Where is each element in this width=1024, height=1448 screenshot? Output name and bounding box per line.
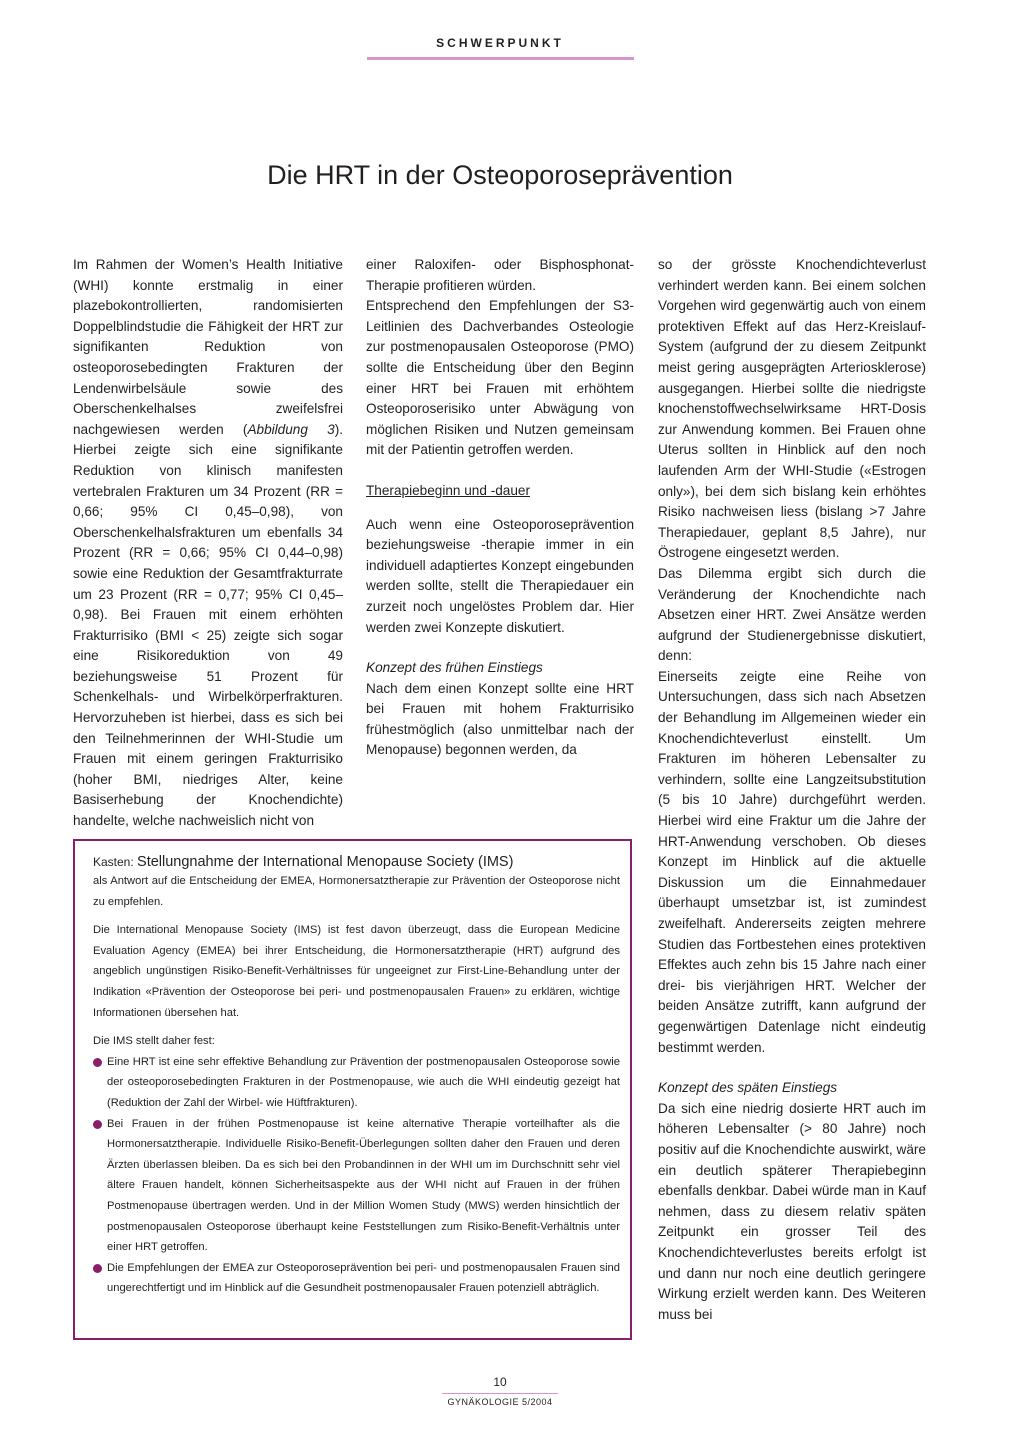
list-item-text: Eine HRT ist eine sehr effektive Behandlung zur Prävention der postmenopausalen Osteoporose sowie der osteoporosebedingten Frakturen in der Postmenopause, wie auch die WHI eindeutig gezeigt hat (Reduktion der Zahl der Wirbel- wie Hüftfrakturen). xyxy=(107,1055,620,1109)
journal-name: GYNÄKOLOGIE 5/2004 xyxy=(447,1397,553,1407)
paragraph: Einerseits zeigte eine Reihe von Untersuchungen, dass sich nach Absetzen der Behandlung im Allgemeinen wieder ein Knochendichteverlust einstellt. Um Frakturen im höheren Lebensalter zu verhindern, sollte eine Langzeitsubstitution (5 bis 10 Jahre) durchgeführt werden. Hierbei wird eine Fraktur um die Jahre der HRT-Anwendung verschoben. Ob dieses Konzept im Hinblick auf die aktuelle Diskussion um die Einnahmedauer überhaupt umsetzbar ist, ist zumindest zweifelhaft. Andererseits zeigten mehrere Studien das Fortbestehen eines protektiven Effektes auch zehn bis 15 Jahre nach einer drei- bis vierjährigen HRT. Welcher der beiden Ansätze zutrifft, kann aufgrund der gegenwärtigen Datenlage nicht eindeutig bestimmt werden. xyxy=(658,668,926,1055)
paragraph: so der grösste Knochendichteverlust verhindert werden kann. Bei einem solchen Vorgehen wird gegenwärtig auch von einem protektiven Effekt auf das Herz-Kreislauf-System (aufgrund der zu diesem Zeitpunkt meist gering ausgeprägten Arteriosklerose) ausgegangen. Hierbei sollte die niedrigste knochenstoffwechselwirksame HRT-Dosis zur Anwendung kommen. Bei Frauen ohne Uterus sollten in Hinblick auf den noch laufenden Arm der WHI-Studie («Estrogen only»), bei dem sich bislang kein erhöhtes Risiko nachweisen liess (bislang >7 Jahre Therapiedauer, geplant 8,5 Jahre), nur Östrogene eingesetzt werden. xyxy=(658,257,926,561)
subheading-frueher-einstieg: Konzept des frühen Einstiegs xyxy=(366,660,543,676)
bullet-icon xyxy=(93,1264,102,1273)
bullet-icon xyxy=(93,1058,102,1067)
box-paragraph: Die International Menopause Society (IMS) ist fest davon überzeugt, dass die European Medicine Evaluation Agency (EMEA) bei ihrer Entscheidung, die Hormonersatztherapie (HRT) aufgrund des angeblich ungünstigen Risiko-Benefit-Verhältnisses für ungeeignet zur First-Line-Behandlung unter der Indikation «Prävention der Osteoporose bei peri- und postmenopausalen Frauen» zu erklären, wichtige Informationen übersehen hat. xyxy=(93,924,620,1019)
page-number: 10 xyxy=(493,1375,507,1389)
paragraph: einer Raloxifen- oder Bisphosphonat-Therapie profitieren würden. xyxy=(366,257,634,293)
paragraph: Nach dem einen Konzept sollte eine HRT bei Frauen mit hohem Frakturrisiko frühestmöglich (also unmittelbar nach der Menopause) begonnen werden, da xyxy=(366,680,634,758)
column-3 xyxy=(658,255,926,1325)
box-prefix: Kasten: xyxy=(93,855,138,869)
section-rule xyxy=(367,57,634,60)
footer-rule xyxy=(442,1393,558,1394)
paragraph: Das Dilemma ergibt sich durch die Veränderung der Knochendichte nach Absetzen einer HRT. Zwei Ansätze werden aufgrund der Studienergebnisse diskutiert, denn: xyxy=(658,565,926,664)
list-item xyxy=(93,1114,620,1258)
info-box xyxy=(73,839,632,1340)
paragraph xyxy=(73,255,343,832)
list-item xyxy=(93,1258,620,1299)
list-item xyxy=(93,1052,620,1114)
subheading-spaeter-einstieg: Konzept des späten Einstiegs xyxy=(658,1080,838,1096)
paragraph: Entsprechend den Empfehlungen der S3-Leitlinien des Dachverbandes Osteologie zur postmenopausalen Osteoporose (PMO) sollte die Entscheidung über den Beginn einer HRT bei Frauen mit erhöhtem Osteoporoserisiko unter Abwägung von möglichen Risiken und Nutzen gemeinsam mit der Patientin getroffen werden. xyxy=(366,298,634,458)
column-1 xyxy=(73,255,343,832)
list-item-text: Die Empfehlungen der EMEA zur Osteoporoseprävention bei peri- und postmenopausalen Frauen sind ungerechtfertigt und im Hinblick auf die Gesundheit postmenopausaler Frauen potenziell abträglich. xyxy=(107,1261,620,1295)
box-title xyxy=(93,853,620,871)
list-item-text: Bei Frauen in der frühen Postmenopause ist keine alternative Therapie vorteilhafter als die Hormonersatztherapie. Individuelle Risiko-Benefit-Überlegungen sollten daher den Frauen und deren Ärzten überlassen bleiben. Da es sich bei den Probandinnen in der WHI um im Durchschnitt sehr viel ältere Frauen handelt, können Sicherheitsaspekte aus der WHI nicht auf Frauen in der frühen Postmenopause übertragen werden. Und in der Million Women Study (MWS) werden hinsichtlich der postmenopausalen Osteoporose überhaupt keine Feststellungen zum Risiko-Benefit-Verhältnis unter einer HRT getroffen. xyxy=(107,1117,620,1254)
figure-reference: Abbildung 3 xyxy=(247,421,335,437)
bullet-icon xyxy=(93,1120,102,1129)
paragraph: Auch wenn eine Osteoporoseprävention beziehungsweise -therapie immer in ein individuell adaptiertes Konzept eingebunden werden sollte, stellt die Therapiedauer ein zurzeit noch ungelöstes Problem dar. Hier werden zwei Konzepte diskutiert. xyxy=(366,516,634,635)
box-lead: Die IMS stellt daher fest: xyxy=(93,1035,215,1048)
box-subtitle: als Antwort auf die Entscheidung der EMEA, Hormonersatztherapie zur Prävention der Osteoporose nicht zu empfehlen. xyxy=(93,875,620,908)
column-2 xyxy=(366,255,634,761)
section-label: SCHWERPUNKT xyxy=(436,36,564,50)
paragraph: Da sich eine niedrig dosierte HRT auch im höheren Lebensalter (> 80 Jahre) noch positiv auf die Knochendichte auswirkt, wäre ein deutlich späterer Therapiebeginn ebenfalls denkbar. Dabei würde man in Kauf nehmen, dass zu diesem relativ späten Zeitpunkt ein grosser Teil des Knochendichteverlustes bereits erfolgt ist und dann nur noch eine deutlich geringere Wirkung erzielt werden kann. Des Weiteren muss bei xyxy=(658,1100,926,1322)
page-title: Die HRT in der Osteoporoseprävention xyxy=(267,160,733,191)
box-bullet-list xyxy=(93,1052,620,1299)
paragraph-text: ). Hierbei zeigte sich eine signifikante Reduktion von klinisch manifesten vertebralen Frakturen um 34 Prozent (RR = 0,66; 95% CI 0,45–0,98), von Oberschenkelhalsfrakturen um ebenfalls 34 Prozent (RR = 0,66; 95% CI 0,44–0,98) sowie eine Reduktion der Gesamtfrakturrate um 23 Prozent (RR = 0,77; 95% CI 0,45–0,98). Bei Frauen mit einem erhöhten Frakturrisiko (BMI < 25) zeigte sich sogar eine Risikoreduktion von 49 beziehungsweise 51 Prozent für Schenkelhals- und Wirbelkörperfrakturen. Hervorzuheben ist hierbei, dass es sich bei den Teilnehmerinnen der WHI-Studie um Frauen mit einem geringen Frakturrisiko (hoher BMI, niedriges Alter, keine Basiserhebung der Knochendichte) handelte, welche nachweislich nicht von xyxy=(73,421,344,829)
subheading-therapiebeginn: Therapiebeginn und -dauer xyxy=(366,482,531,498)
box-title-text: Stellungnahme der International Menopause Society (IMS) xyxy=(137,854,514,870)
paragraph-text: Im Rahmen der Women’s Health Initiative (WHI) konnte erstmalig in einer plazebokontrollierten, randomisierten Doppelblindstudie die Fähigkeit der HRT zur signifikanten Reduktion von osteoporosebedingten Frakturen der Lendenwirbelsäule sowie des Oberschenkelhalses zweifelsfrei nachgewiesen werden ( xyxy=(73,257,343,437)
